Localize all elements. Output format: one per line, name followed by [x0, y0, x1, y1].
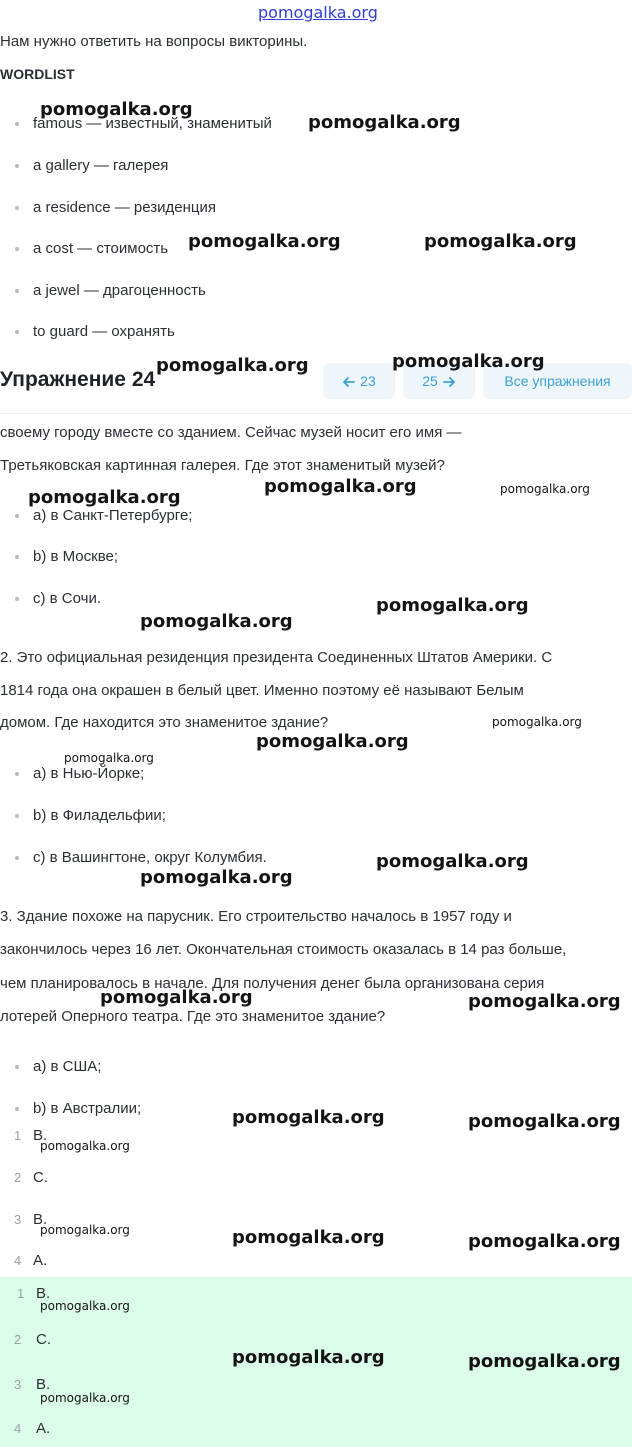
bullet-icon — [15, 597, 19, 601]
wordlist-heading: WORDLIST — [0, 66, 75, 82]
watermark: pomogalka.org — [264, 476, 417, 497]
watermark: pomogalka.org — [468, 1351, 621, 1372]
bullet-icon — [15, 856, 19, 860]
question-text-line: своему городу вместе со зданием. Сейчас музей носит его имя — — [0, 424, 462, 441]
bullet-icon — [15, 330, 19, 334]
all-exercises-label: Все упражнения — [504, 373, 611, 389]
exercise-title: Упражнение 24 — [0, 368, 156, 391]
question-text-line: чем планировалось в начале. Для получения денег была организована серия — [0, 975, 545, 992]
watermark: pomogalka.org — [188, 231, 341, 252]
bullet-icon — [15, 164, 19, 168]
watermark: pomogalka.org — [376, 851, 529, 872]
watermark: pomogalka.org — [156, 355, 309, 376]
question-text-line: 2. Это официальная резиденция президента Соединенных Штатов Америки. С — [0, 649, 553, 666]
watermark: pomogalka.org — [424, 231, 577, 252]
question-text-line: закончилось через 16 лет. Окончательная стоимость оказалась в 14 раз больше, — [0, 941, 567, 958]
watermark: pomogalka.org — [40, 1223, 130, 1237]
prev-exercise-button[interactable] — [323, 363, 395, 399]
bullet-icon — [15, 814, 19, 818]
bullet-icon — [15, 247, 19, 251]
bullet-icon — [15, 514, 19, 518]
question-text-line: лотерей Оперного театра. Где это знаменитое здание? — [0, 1008, 386, 1025]
arrow-left-icon — [342, 375, 356, 389]
question-text-line: 3. Здание похоже на парусник. Его строительство началось в 1957 году и — [0, 908, 512, 925]
watermark: pomogalka.org — [100, 987, 253, 1008]
watermark: pomogalka.org — [40, 1391, 130, 1405]
watermark: pomogalka.org — [40, 1299, 130, 1313]
watermark: pomogalka.org — [468, 1231, 621, 1252]
next-exercise-label: 25 — [422, 373, 438, 389]
watermark: pomogalka.org — [492, 715, 582, 729]
watermark: pomogalka.org — [232, 1227, 385, 1248]
intro-text: Нам нужно ответить на вопросы викторины. — [0, 33, 308, 50]
bullet-icon — [15, 1107, 19, 1111]
bullet-icon — [15, 206, 19, 210]
prev-exercise-label: 23 — [360, 373, 376, 389]
watermark: pomogalka.org — [376, 595, 529, 616]
bullet-icon — [15, 772, 19, 776]
watermark: pomogalka.org — [392, 351, 545, 372]
watermark: pomogalka.org — [500, 482, 590, 496]
watermark: pomogalka.org — [140, 611, 293, 632]
watermark: pomogalka.org — [140, 867, 293, 888]
watermark: pomogalka.org — [256, 731, 409, 752]
watermark: pomogalka.org — [468, 991, 621, 1012]
divider — [0, 413, 632, 414]
watermark: pomogalka.org — [64, 751, 154, 765]
watermark: pomogalka.org — [40, 99, 193, 120]
answer-box: 1 B. 2 C. 3 B. 4 A. — [0, 1277, 632, 1447]
watermark: pomogalka.org — [468, 1111, 621, 1132]
bullet-icon — [15, 289, 19, 293]
question-text-line: домом. Где находится это знаменитое здание? — [0, 714, 329, 731]
watermark: pomogalka.org — [40, 1139, 130, 1153]
bullet-icon — [15, 122, 19, 126]
watermark: pomogalka.org — [308, 112, 461, 133]
site-top-link[interactable]: pomogalka.org — [258, 3, 378, 22]
watermark: pomogalka.org — [232, 1347, 385, 1368]
watermark: pomogalka.org — [28, 487, 181, 508]
question-text-line: Третьяковская картинная галерея. Где этот знаменитый музей? — [0, 457, 445, 474]
bullet-icon — [15, 1065, 19, 1069]
question-text-line: 1814 года она окрашен в белый цвет. Именно поэтому её называют Белым — [0, 682, 524, 699]
watermark: pomogalka.org — [232, 1107, 385, 1128]
arrow-right-icon — [442, 375, 456, 389]
bullet-icon — [15, 555, 19, 559]
